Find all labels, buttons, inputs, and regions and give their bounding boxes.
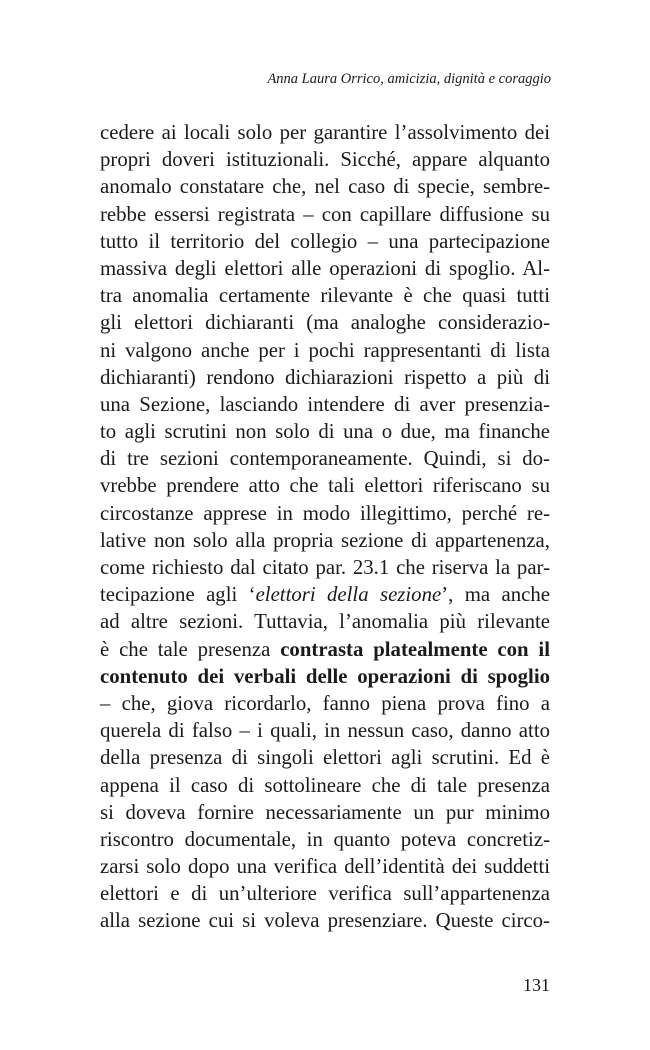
- bold-text-segment: contrasta platealmente con il: [280, 637, 550, 661]
- text-line: [100, 907, 550, 934]
- text-line: [100, 364, 550, 391]
- text-line: [100, 826, 550, 853]
- text-line: [100, 581, 550, 608]
- text-segment: dichiaranti) rendono dichiarazioni rispetto a più di: [100, 365, 550, 389]
- text-segment: querela di falso – i quali, in nessun caso, danno atto: [100, 719, 550, 743]
- text-segment: alla sezione cui si voleva presenziare. Queste circo-: [100, 909, 550, 933]
- text-segment: una Sezione, lasciando intendere di aver presenzia-: [100, 392, 550, 416]
- text-line: [100, 282, 550, 309]
- text-segment: come richiesto dal citato par. 23.1 che riserva la par-: [100, 556, 550, 579]
- text-segment: è che tale presenza: [100, 637, 281, 661]
- text-segment: si doveva fornire necessariamente un pur minimo: [100, 800, 550, 824]
- text-line: [100, 636, 550, 663]
- text-segment: tra anomalia certamente rilevante è che quasi tutti: [100, 284, 550, 308]
- text-line: [100, 500, 550, 527]
- text-segment: elettori e di un’ulteriore verifica sull’appartenenza: [100, 882, 550, 906]
- text-segment: gli elettori dichiaranti (ma analoghe considerazio-: [100, 311, 550, 335]
- text-segment: della presenza di singoli elettori agli scrutini. Ed è: [100, 746, 550, 770]
- text-line: [100, 608, 550, 635]
- text-line: [100, 772, 550, 799]
- text-segment: massiva degli elettori alle operazioni di spoglio. Al-: [100, 256, 550, 280]
- text-segment: appena il caso di sottolineare che di tale presenza: [100, 773, 550, 797]
- text-segment: tutto il territorio del collegio – una partecipazione: [100, 229, 550, 253]
- text-line: [100, 799, 550, 826]
- text-segment: lative non solo alla propria sezione di appartenenza,: [100, 528, 550, 552]
- text-line: [100, 853, 550, 880]
- text-segment: riscontro documentale, in quanto poteva concretiz-: [100, 827, 550, 851]
- text-segment: ni valgono anche per i pochi rappresentanti di lista: [100, 338, 550, 362]
- text-segment: di tre sezioni contemporaneamente. Quindi, si do-: [100, 447, 550, 471]
- text-segment: ’, ma anche: [441, 583, 550, 607]
- text-line: [100, 717, 550, 744]
- page-number: 131: [523, 975, 550, 995]
- text-segment: ad altre sezioni. Tuttavia, l’anomalia più rilevante: [100, 610, 550, 634]
- italic-text-segment: elettori della sezione: [255, 583, 442, 607]
- text-segment: circostanze apprese in modo illegittimo, perché re-: [100, 501, 550, 525]
- text-segment: rebbe essersi registrata – con capillare diffusione su: [100, 202, 550, 226]
- text-line: [100, 146, 550, 173]
- text-line: [100, 527, 550, 554]
- text-segment: anomalo constatare che, nel caso di specie, sembre-: [100, 175, 550, 199]
- text-line: [100, 201, 550, 228]
- text-line: [100, 663, 550, 690]
- text-line: [100, 880, 550, 907]
- text-line: [100, 255, 550, 282]
- text-line: [100, 391, 550, 418]
- text-line: [100, 228, 550, 255]
- text-line: [100, 554, 550, 581]
- text-line: [100, 690, 550, 717]
- bold-text-segment: contenuto dei verbali delle operazioni di spoglio: [100, 664, 550, 688]
- text-segment: zarsi solo dopo una verifica dell’identità dei suddetti: [100, 855, 550, 879]
- text-line: [100, 445, 550, 472]
- text-segment: vrebbe prendere atto che tali elettori riferiscano su: [100, 474, 550, 498]
- text-segment: propri doveri istituzionali. Sicché, appare alquanto: [100, 148, 550, 172]
- body-paragraph: [100, 119, 550, 935]
- text-line: [100, 472, 550, 499]
- text-segment: tecipazione agli ‘: [100, 583, 256, 607]
- text-line: [100, 119, 550, 146]
- text-line: [100, 173, 550, 200]
- text-line: [100, 309, 550, 336]
- running-header: Anna Laura Orrico, amicizia, dignità e coraggio: [267, 71, 551, 87]
- text-segment: to agli scrutini non solo di una o due, ma finanche: [100, 420, 550, 444]
- text-line: [100, 418, 550, 445]
- text-line: [100, 744, 550, 771]
- text-segment: cedere ai locali solo per garantire l’assolvimento dei: [100, 121, 550, 144]
- text-line: [100, 337, 550, 364]
- text-segment: – che, giova ricordarlo, fanno piena prova fino a: [100, 691, 550, 715]
